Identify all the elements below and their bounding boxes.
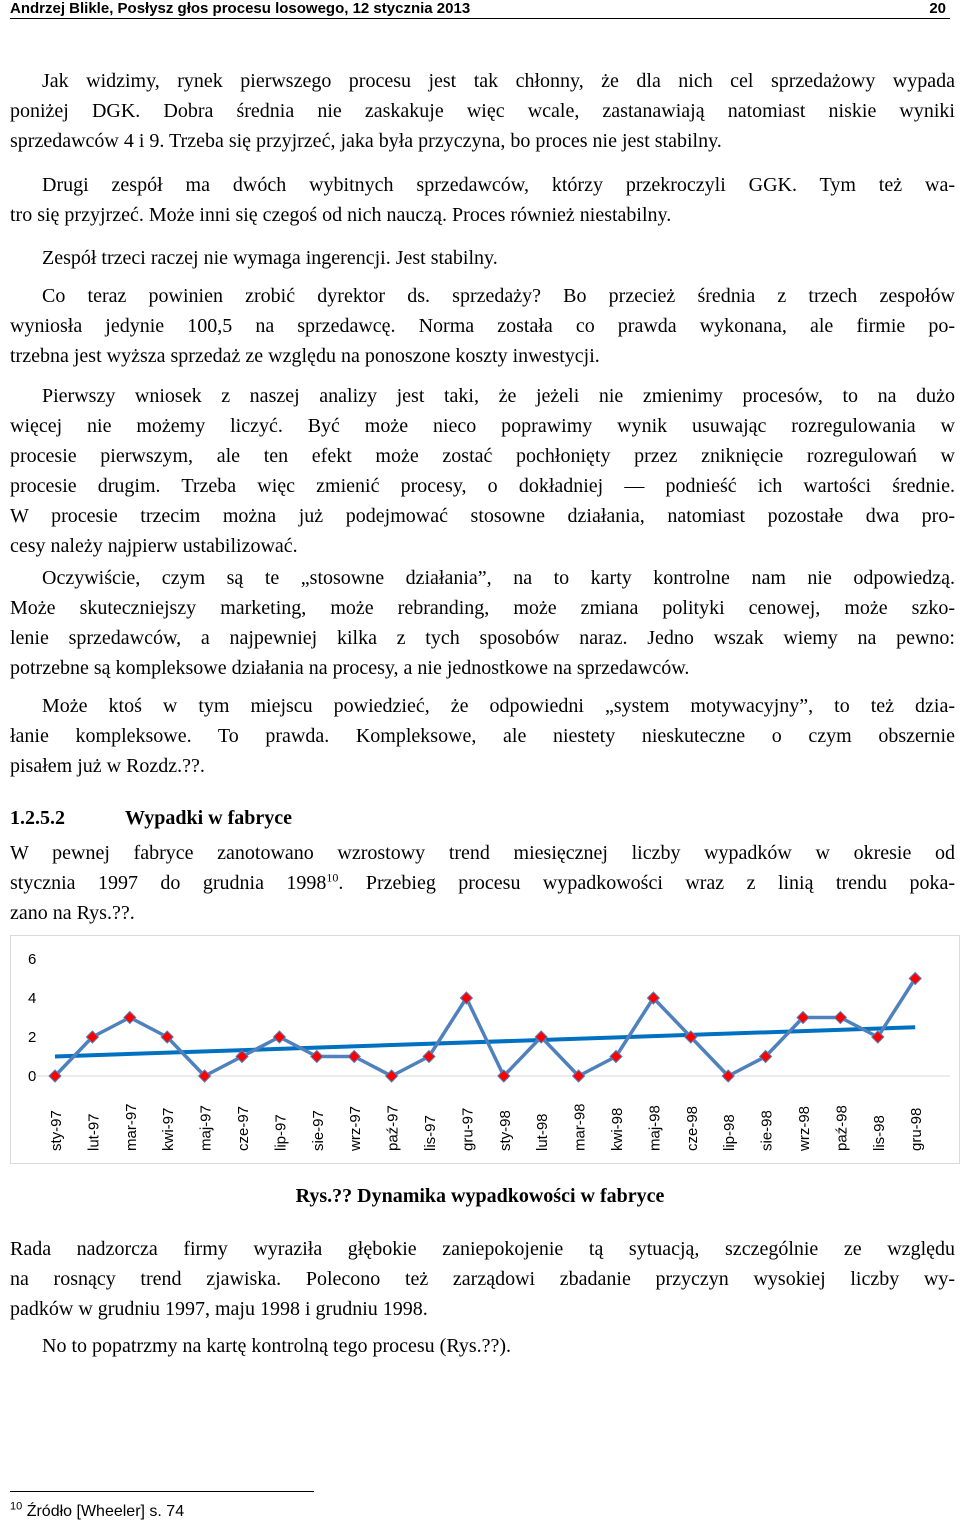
x-tick-label: kwi-98: [609, 1107, 626, 1151]
x-tick-label: sie-98: [758, 1110, 776, 1151]
text-line: W procesie trzecim można już podejmować stosowne działania, natomiast pozostałe dwa pro-: [10, 505, 955, 527]
paragraph-1: [10, 66, 955, 156]
x-tick-label: sty-97: [48, 1110, 65, 1151]
footnote-separator: [10, 1491, 314, 1492]
section-title: Wypadki w fabryce: [125, 807, 293, 829]
footnote-number: 10: [10, 1500, 23, 1513]
x-tick-label: gru-98: [908, 1107, 926, 1151]
x-tick-label: maj-97: [197, 1105, 215, 1151]
text-line: Może skuteczniejszy marketing, może rebranding, może zmiana polityki cenowej, może szko-: [10, 597, 955, 619]
text-line: Pierwszy wniosek z naszej analizy jest taki, że jeżeli nie zmienimy procesów, to na dużo: [42, 385, 955, 407]
x-tick-label: lip-97: [272, 1114, 290, 1151]
text-line: Jak widzimy, rynek pierwszego procesu jest tak chłonny, że dla nich cel sprzedażowy wypada: [42, 70, 955, 92]
x-tick-label: lut-97: [85, 1113, 103, 1151]
paragraph-9: [10, 1234, 955, 1324]
paragraph-10: [10, 1331, 955, 1361]
text-line: na rosnący trend zjawiska. Polecono też zarządowi zbadanie przyczyn wysokiej liczby wy-: [10, 1268, 955, 1290]
text-line: cesy należy najpierw ustabilizować.: [10, 535, 298, 557]
x-tick-label: wrz-97: [347, 1105, 365, 1151]
section-heading: [10, 803, 292, 833]
text-line: procesie drugim. Trzeba więc zmienić procesy, o dokładniej — podnieść ich wartości średnie.: [10, 475, 955, 497]
text-line: padków w grudniu 1997, maju 1998 i grudniu 1998.: [10, 1298, 428, 1320]
x-tick-label: mar-97: [122, 1103, 140, 1151]
x-tick-label: gru-97: [459, 1107, 477, 1151]
paragraph-2: [10, 170, 955, 230]
section-number: 1.2.5.2: [10, 807, 65, 829]
footnote-text: Źródło [Wheeler] s. 74: [26, 1503, 185, 1520]
text-line: więcej nie możemy liczyć. Być może nieco poprawimy wynik usuwając rozregulowania w: [10, 415, 955, 437]
text-line: trzebna jest wyższa sprzedaż ze względu na ponoszone koszty inwestycji.: [10, 345, 600, 367]
x-tick-label: cze-98: [683, 1105, 701, 1151]
text-line: Co teraz powinien zrobić dyrektor ds. sprzedaży? Bo przecież średnia z trzech zespołów: [42, 285, 955, 307]
text-line: Zespół trzeci raczej nie wymaga ingerencji. Jest stabilny.: [42, 247, 498, 269]
x-tick-label: paź-98: [833, 1105, 851, 1151]
footnote-ref[interactable]: 10: [326, 870, 339, 885]
text-line: [10, 868, 955, 898]
text-line: łanie kompleksowe. To prawda. Kompleksowe, ale niestety nieskuteczne o czym obszernie: [10, 725, 955, 747]
text-line: Może ktoś w tym miejscu powiedzieć, że odpowiedni „system motywacyjny”, to też dzia-: [42, 695, 955, 717]
paragraph-3: [10, 243, 955, 273]
x-tick-label: cze-97: [235, 1105, 252, 1151]
x-tick-label: lis-98: [870, 1115, 888, 1151]
text-segment: . Przebieg procesu wypadkowości wraz z linią trendu poka-: [338, 872, 956, 894]
text-line: No to popatrzmy na kartę kontrolną tego procesu (Rys.??).: [42, 1335, 512, 1357]
paragraph-8: [10, 838, 955, 928]
figure-caption: Rys.?? Dynamika wypadkowości w fabryce: [295, 1185, 665, 1207]
data-point: [386, 1070, 398, 1082]
page-number: 20: [929, 0, 946, 17]
header-title: Andrzej Blikle, Posłysz głos procesu losowego, 12 stycznia 2013: [10, 0, 471, 17]
data-point: [236, 1051, 248, 1063]
y-tick-label: 2: [28, 1029, 37, 1046]
paragraph-7: [10, 691, 955, 781]
data-point: [348, 1051, 360, 1063]
y-tick-label: 6: [28, 951, 37, 968]
data-point: [273, 1031, 285, 1043]
accident-chart: [10, 935, 958, 1162]
text-line: lenie sprzedawców, a najpewniej kilka z tych sposobów naraz. Jedno wszak wiemy na pewno:: [10, 627, 955, 649]
x-tick-label: lip-98: [721, 1114, 739, 1151]
text-line: W pewnej fabryce zanotowano wzrostowy trend miesięcznej liczby wypadków w okresie od: [10, 842, 955, 864]
x-tick-label: wrz-98: [796, 1105, 813, 1151]
text-line: tro się przyjrzeć. Może inni się czegoś od nich nauczą. Proces również niestabilny.: [10, 204, 672, 226]
x-tick-label: sie-97: [309, 1110, 327, 1151]
data-point: [311, 1051, 323, 1063]
text-segment: stycznia 1997 do grudnia 1998: [10, 872, 327, 894]
footnote: [10, 1500, 184, 1524]
text-line: potrzebne są kompleksowe działania na procesy, a nie jednostkowe na sprzedawców.: [10, 657, 690, 679]
page-header: [10, 0, 950, 19]
series-line: [55, 979, 915, 1077]
y-tick-label: 0: [28, 1068, 37, 1085]
text-line: zano na Rys.??.: [10, 902, 135, 924]
data-point: [124, 1012, 136, 1024]
text-line: wyniosła jedynie 100,5 na sprzedawcę. Norma została co prawda wykonana, ale firmie po-: [10, 315, 955, 337]
x-tick-label: mar-98: [571, 1103, 589, 1151]
text-line: procesie pierwszym, ale ten efekt może zostać pochłonięty przez zniknięcie rozregulowań w: [10, 445, 955, 467]
paragraph-4: [10, 281, 955, 371]
paragraph-6: [10, 563, 955, 683]
text-line: Rada nadzorcza firmy wyraziła głębokie zaniepokojenie tą sytuacją, szczególnie ze względu: [10, 1238, 955, 1260]
text-line: poniżej DGK. Dobra średnia nie zaskakuje więc wcale, zastanawiają natomiast niskie wyniki: [10, 100, 955, 122]
text-line: Drugi zespół ma dwóch wybitnych sprzedawców, którzy przekroczyli GGK. Tym też wa-: [42, 174, 955, 196]
text-line: sprzedawców 4 i 9. Trzeba się przyjrzeć, jaka była przyczyna, bo proces nie jest stabilny.: [10, 130, 722, 152]
text-line: pisałem już w Rozdz.??.: [10, 755, 205, 777]
x-tick-label: lis-97: [422, 1115, 439, 1151]
x-tick-label: sty-98: [496, 1110, 514, 1151]
y-tick-label: 4: [28, 990, 37, 1007]
data-point: [834, 1012, 846, 1024]
x-tick-label: kwi-97: [160, 1107, 178, 1151]
paragraph-5: [10, 381, 955, 561]
text-line: Oczywiście, czym są te „stosowne działania”, na to karty kontrolne nam nie odpowiedzą.: [42, 567, 955, 589]
x-tick-label: maj-98: [646, 1105, 664, 1151]
x-tick-label: paź-97: [384, 1105, 402, 1151]
x-tick-label: lut-98: [534, 1113, 552, 1151]
